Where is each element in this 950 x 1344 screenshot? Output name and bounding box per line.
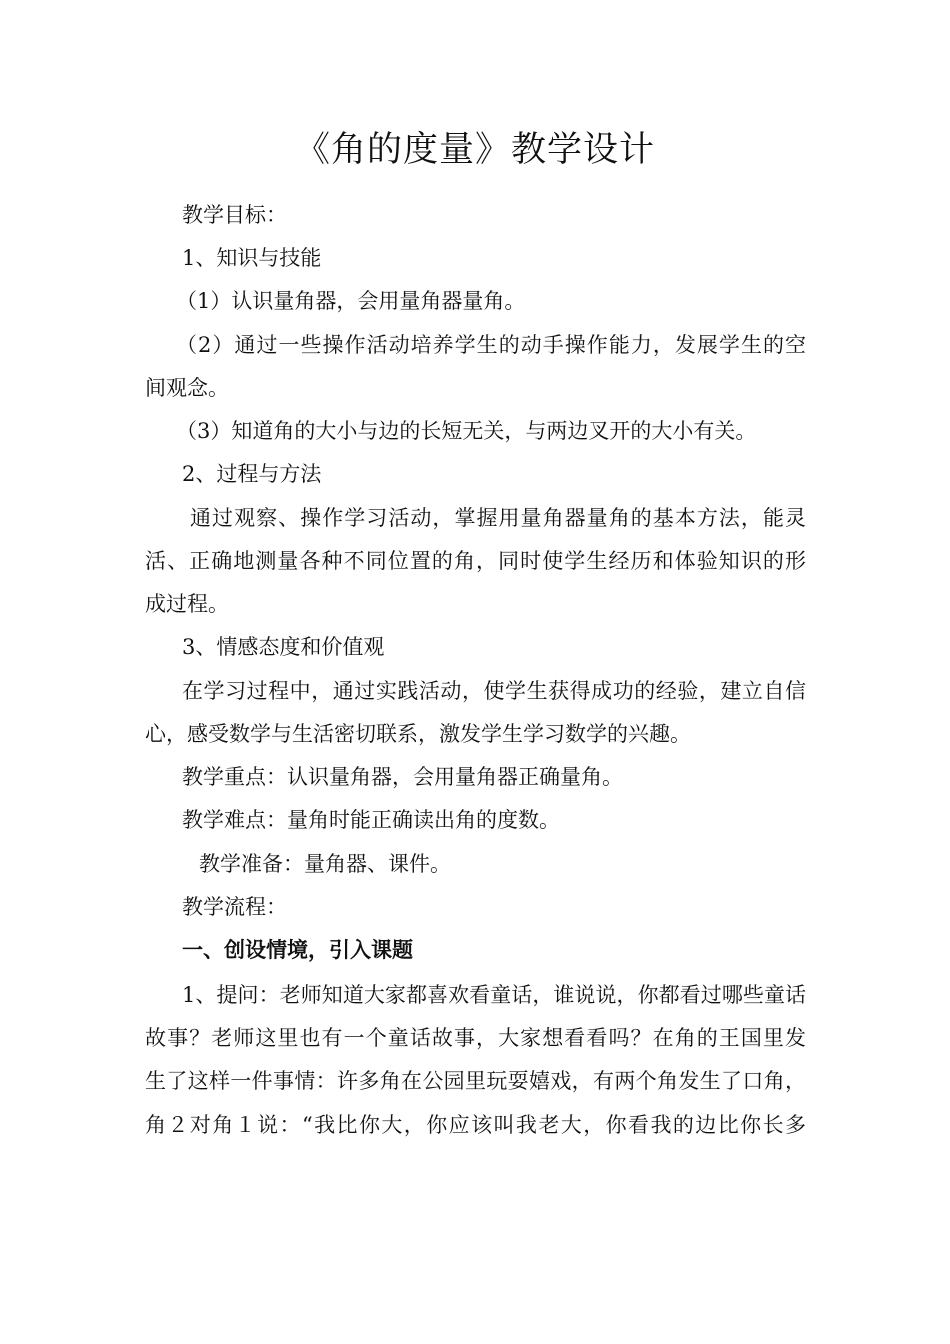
section-heading: 一、创设情境，引入课题 [182, 937, 413, 962]
paragraph-line: （3）知道角的大小与边的长短无关，与两边叉开的大小有关。 [176, 419, 757, 443]
paragraph-line: 故事？老师这里也有一个童话故事，大家想看看吗？在角的王国里发 [145, 1026, 806, 1050]
paragraph-line: 角２对角１说：“我比你大，你应该叫我老大，你看我的边比你长多 [145, 1113, 806, 1137]
paragraph-line: 教学准备：量角器、课件。 [199, 852, 451, 876]
paragraph-line: 心，感受数学与生活密切联系，激发学生学习数学的兴趣。 [145, 722, 691, 746]
paragraph-line: 教学流程： [182, 895, 287, 919]
paragraph-line: 通过观察、操作学习活动，掌握用量角器量角的基本方法，能灵 [190, 506, 806, 530]
paragraph-line: 教学难点：量角时能正确读出角的度数。 [182, 808, 560, 832]
paragraph-line: 生了这样一件事情：许多角在公园里玩耍嬉戏，有两个角发生了口角， [145, 1069, 806, 1093]
paragraph-line: 成过程。 [145, 592, 229, 616]
document-title: 《角的度量》教学设计 [294, 130, 655, 170]
paragraph-line: （2）通过一些操作活动培养学生的动手操作能力，发展学生的空 [176, 333, 806, 357]
paragraph-line: 2、过程与方法 [182, 462, 322, 486]
paragraph-line: 间观念。 [145, 376, 229, 400]
paragraph-line: 活、正确地测量各种不同位置的角，同时使学生经历和体验知识的形 [145, 549, 806, 573]
paragraph-line: 在学习过程中，通过实践活动，使学生获得成功的经验，建立自信 [182, 679, 806, 703]
paragraph-line: 1、知识与技能 [182, 246, 322, 270]
paragraph-line: 教学重点：认识量角器，会用量角器正确量角。 [182, 765, 623, 789]
paragraph-line: （1）认识量角器，会用量角器量角。 [176, 289, 526, 313]
paragraph-line: 1、提问：老师知道大家都喜欢看童话，谁说说，你都看过哪些童话 [182, 983, 806, 1007]
paragraph-line: 教学目标： [182, 203, 287, 227]
paragraph-line: 3、情感态度和价值观 [182, 635, 385, 659]
